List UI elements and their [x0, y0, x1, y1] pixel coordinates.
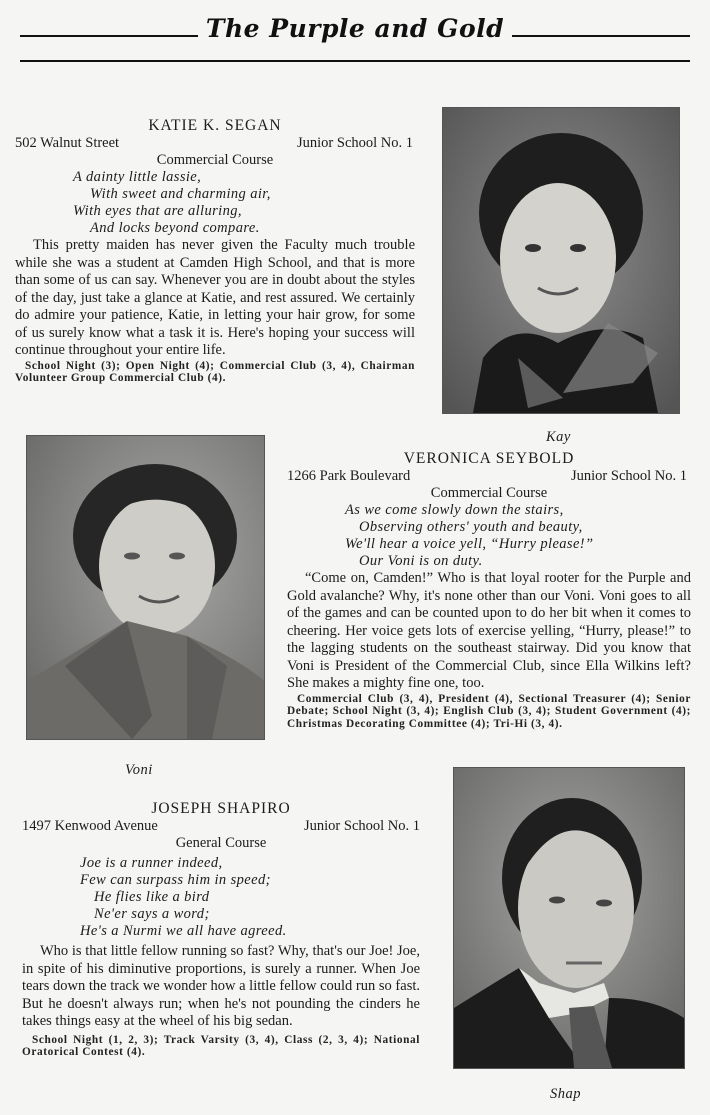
student-activities: Commercial Club (3, 4), President (4), Sectional Treasurer (4); Senior Debate; School Night (3, 4); English Club (3, 4); Student Government (4); Christmas Decorating Committee (4); Tri-Hi (3, 4). [287, 692, 691, 730]
poem-line: And locks beyond compare. [90, 220, 260, 236]
header-rule-bottom [20, 60, 690, 62]
student-address: 1497 Kenwood Avenue [22, 818, 158, 834]
poem-line: Observing others' youth and beauty, [359, 519, 583, 535]
page-header [0, 14, 710, 43]
student-address: 1266 Park Boulevard [287, 468, 411, 484]
portrait-photo-joe [453, 767, 685, 1069]
student-poem [15, 169, 415, 237]
poem-line: Ne'er says a word; [94, 906, 210, 922]
portrait-photo-katie [442, 107, 680, 414]
poem-line: As we come slowly down the stairs, [345, 502, 564, 518]
student-activities: School Night (3); Open Night (4); Commercial Club (3, 4), Chairman Volunteer Group Commercial Club (4). [15, 359, 415, 384]
student-bio: “Come on, Camden!” Who is that loyal rooter for the Purple and Gold avalanche? Why, it's none other than our Voni. Voni goes to all of the games and can be counted upon to do her bit when it comes to cheering. Her voice gets lots of exercise yelling, “Hurry, please!” to the lagging students on the southeast stairway. Did you know that Voni is President of the Commercial Club, since Ella Wilkins left? She makes a mighty fine one, too. [287, 570, 691, 691]
nickname-katie: Kay [546, 429, 571, 445]
student-school: Junior School No. 1 [571, 468, 687, 484]
student-poem [22, 855, 420, 940]
student-name: JOSEPH SHAPIRO [151, 800, 291, 817]
address-line [15, 135, 415, 152]
address-line [287, 468, 691, 485]
poem-line: A dainty little lassie, [73, 169, 202, 185]
student-course: Commercial Course [156, 152, 274, 168]
portrait-photo-voni [26, 435, 265, 740]
poem-line: With eyes that are alluring, [73, 203, 242, 219]
student-address: 502 Walnut Street [15, 135, 120, 151]
student-entry-joe [22, 800, 420, 1059]
portrait-image [27, 436, 264, 739]
student-school: Junior School No. 1 [304, 818, 420, 834]
student-bio: Who is that little fellow running so fast? Why, that's our Joe! Joe, in spite of his diminutive proportions, is surely a runner. When Joe tears down the track we wonder how a little fellow could run so fast. But he doesn't always run; when he's not pounding the cinders he takes things easy at the wheel of his big sedan. [22, 943, 420, 1029]
student-school: Junior School No. 1 [297, 135, 413, 151]
address-line [22, 818, 420, 835]
student-name: KATIE K. SEGAN [148, 117, 282, 134]
poem-line: Joe is a runner indeed, [80, 855, 223, 871]
student-entry-katie [15, 117, 415, 385]
nickname-voni: Voni [125, 762, 153, 778]
student-activities: School Night (1, 2, 3); Track Varsity (3, 4), Class (2, 3, 4); National Oratorical Contest (4). [22, 1033, 420, 1058]
portrait-image [454, 768, 684, 1068]
student-entry-voni [287, 450, 691, 730]
poem-line: Our Voni is on duty. [359, 553, 483, 569]
poem-line: Few can surpass him in speed; [80, 872, 271, 888]
student-name: VERONICA SEYBOLD [403, 450, 575, 467]
poem-line: He's a Nurmi we all have agreed. [80, 923, 287, 939]
student-course: General Course [175, 835, 267, 851]
student-bio: This pretty maiden has never given the Faculty much trouble while she was a student at Camden High School, and that is more than some of us can say. Whenever you are in doubt about the styles of the day, just take a glance at Katie, and rest assured. We certainly do admire your patience, Katie, in letting your hair grow, for some of us surely know what a task it is. Here's hoping your success will continue throughout your entire life. [15, 237, 415, 358]
poem-line: He flies like a bird [94, 889, 210, 905]
poem-line: With sweet and charming air, [90, 186, 271, 202]
header-title: The Purple and Gold [198, 14, 512, 43]
student-poem [287, 502, 691, 570]
poem-line: We'll hear a voice yell, “Hurry please!” [345, 536, 594, 552]
portrait-image [443, 108, 679, 413]
nickname-joe: Shap [550, 1086, 581, 1102]
student-course: Commercial Course [430, 485, 548, 501]
